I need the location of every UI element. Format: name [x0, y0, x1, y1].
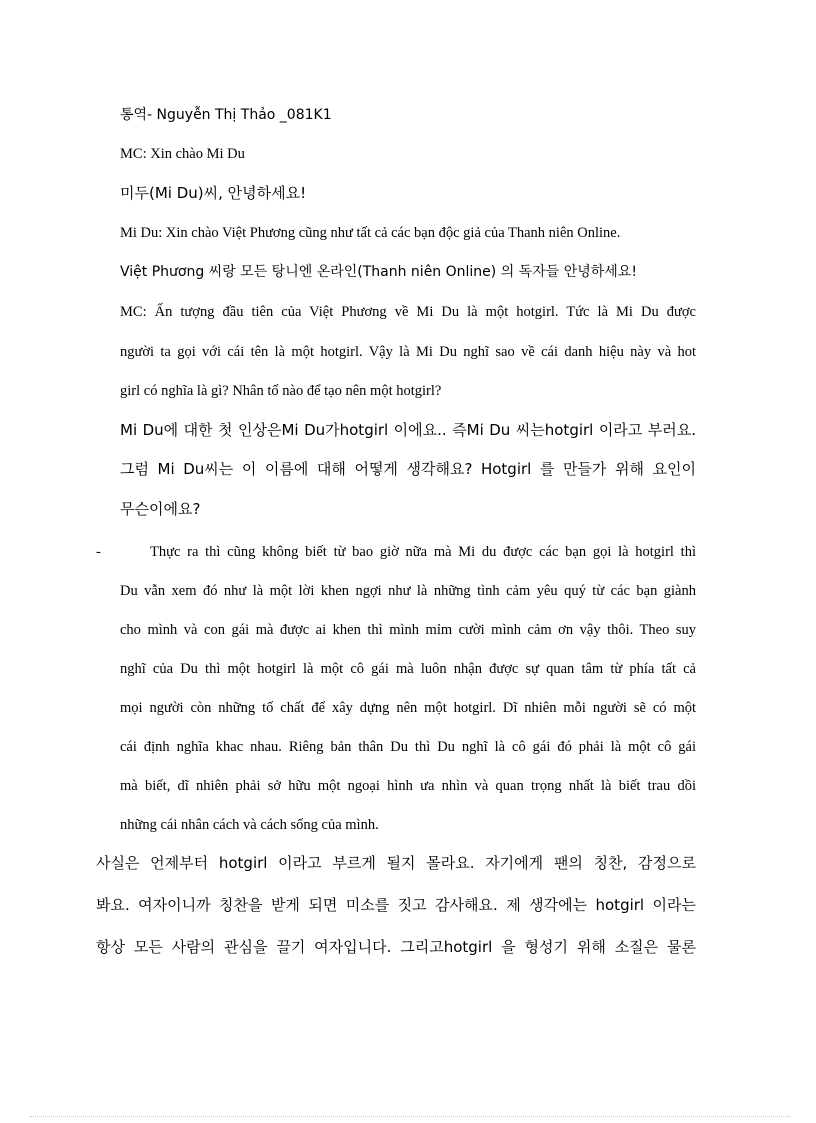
paragraph-line: 그럼 Mi Du씨는 이 이름에 대해 어떻게 생각해요? Hotgirl 를 만들가 위해 요인이 [120, 460, 696, 478]
paragraph-line: 항상 모든 사람의 관심을 끌기 여자입니다. 그리고hotgirl 을 형성기 위해 소질은 물론 [96, 938, 696, 956]
page-bottom-border [30, 1116, 790, 1117]
paragraph-line: Mi Du: Xin chào Việt Phương cũng như tất cả các bạn độc giả của Thanh niên Online. [120, 225, 621, 241]
paragraph-line: nghĩ của Du thì một hotgirl là một cô gái mà luôn nhận được sự quan tâm từ phía tất cả [120, 661, 696, 677]
list-bullet: - [96, 544, 101, 560]
paragraph-line: 봐요. 여자이니까 칭찬을 받게 되면 미소를 짓고 감사해요. 제 생각에는 hotgirl 이라는 [96, 896, 696, 914]
paragraph-line: người ta gọi với cái tên là một hotgirl. Vậy là Mi Du nghĩ sao về cái danh hiệu này và hot [120, 344, 696, 360]
paragraph-line: MC: Ấn tượng đầu tiên của Việt Phương về Mi Du là một hotgirl. Tức là Mi Du được [120, 304, 696, 320]
paragraph-line: MC: Xin chào Mi Du [120, 146, 245, 162]
paragraph-line: cho mình và con gái mà được ai khen thì mình mỉm cười mình cảm ơn vậy thôi. Theo suy [120, 622, 696, 638]
paragraph-line: Việt Phương 씨랑 모든 탕니엔 온라인(Thanh niên Online) 의 독자들 안녕하세요! [120, 264, 637, 280]
paragraph-line: cái định nghĩa khac nhau. Riêng bản thân Du thì Du nghĩ là cô gái đó phải là một cô gái [120, 739, 696, 755]
paragraph-line: Mi Du에 대한 첫 인상은Mi Du가hotgirl 이에요.. 즉Mi Du 씨는hotgirl 이라고 부러요. [120, 421, 696, 439]
paragraph-line: Du vẫn xem đó như là một lời khen ngợi như là những tình cảm yêu quý từ các bạn giành [120, 583, 696, 599]
paragraph-line: mà biết, dĩ nhiên phải sở hữu một ngoại hình ưa nhìn và quan trọng nhất là biết trau dồi [120, 778, 696, 794]
paragraph-line: 사실은 언제부터 hotgirl 이라고 부르게 될지 몰라요. 자기에게 팬의 칭찬, 감정으로 [96, 854, 696, 872]
paragraph-line: mọi người còn những tố chất để xây dựng nên một hotgirl. Dĩ nhiên mỗi người sẽ có một [120, 700, 696, 716]
paragraph-line: những cái nhân cách và cách sống của mình. [120, 817, 379, 833]
translator-line: 통역- Nguyễn Thị Thảo _081K1 [120, 107, 332, 123]
paragraph-line: girl có nghĩa là gì? Nhân tố nào để tạo nên một hotgirl? [120, 383, 442, 399]
paragraph-line: Thực ra thì cũng không biết từ bao giờ nữa mà Mi du được các bạn gọi là hotgirl thì [150, 544, 696, 560]
paragraph-line: 미두(Mi Du)씨, 안녕하세요! [120, 184, 307, 202]
paragraph-line: 무슨이에요? [120, 500, 201, 518]
